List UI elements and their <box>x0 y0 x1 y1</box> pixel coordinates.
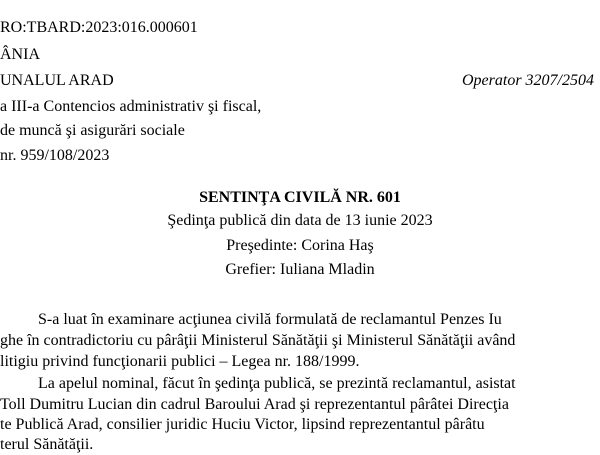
paragraph-2-line-4: terul Sănătăţii. <box>0 436 94 453</box>
session-date: Şedinţa publică din data de 13 iunie 2023 <box>167 212 433 229</box>
country-name: ÂNIA <box>0 46 40 63</box>
paragraph-2-line-2: Toll Dumitru Lucian din cadrul Baroului Arad şi reprezentantul pârâtei Direcţia <box>0 396 509 413</box>
court-section: a III-a Contencios administrativ şi fiscal, <box>0 98 262 115</box>
paragraph-1-line-1: S-a luat în examinare acţiunea civilă formulată de reclamantul Penzes Iu <box>38 311 502 328</box>
paragraph-1-line-2: ghe în contradictoriu cu pârâţii Ministerul Sănătăţii şi Ministerul Sănătăţii având <box>0 332 516 349</box>
file-number: nr. 959/108/2023 <box>0 147 110 164</box>
paragraph-2-line-3: te Publică Arad, consilier juridic Huciu Victor, lipsind reprezentantul pârâtu <box>0 416 485 433</box>
ecli-code: RO:TBARD:2023:016.000601 <box>0 19 198 36</box>
operator-number: Operator 3207/2504 <box>462 72 594 89</box>
president-name: Preşedinte: Corina Haş <box>226 237 374 254</box>
paragraph-2-line-1: La apelul nominal, făcut în şedinţa publică, se prezintă reclamantul, asistat <box>38 375 516 392</box>
sentence-heading: SENTINŢA CIVILĂ NR. 601 <box>199 189 401 206</box>
court-name: UNALUL ARAD <box>0 72 114 89</box>
clerk-name: Grefier: Iuliana Mladin <box>225 261 375 278</box>
paragraph-1-line-3: litigiu privind funcţionarii publici – Legea nr. 188/1999. <box>0 353 360 370</box>
court-department: de muncă şi asigurări sociale <box>0 122 185 139</box>
